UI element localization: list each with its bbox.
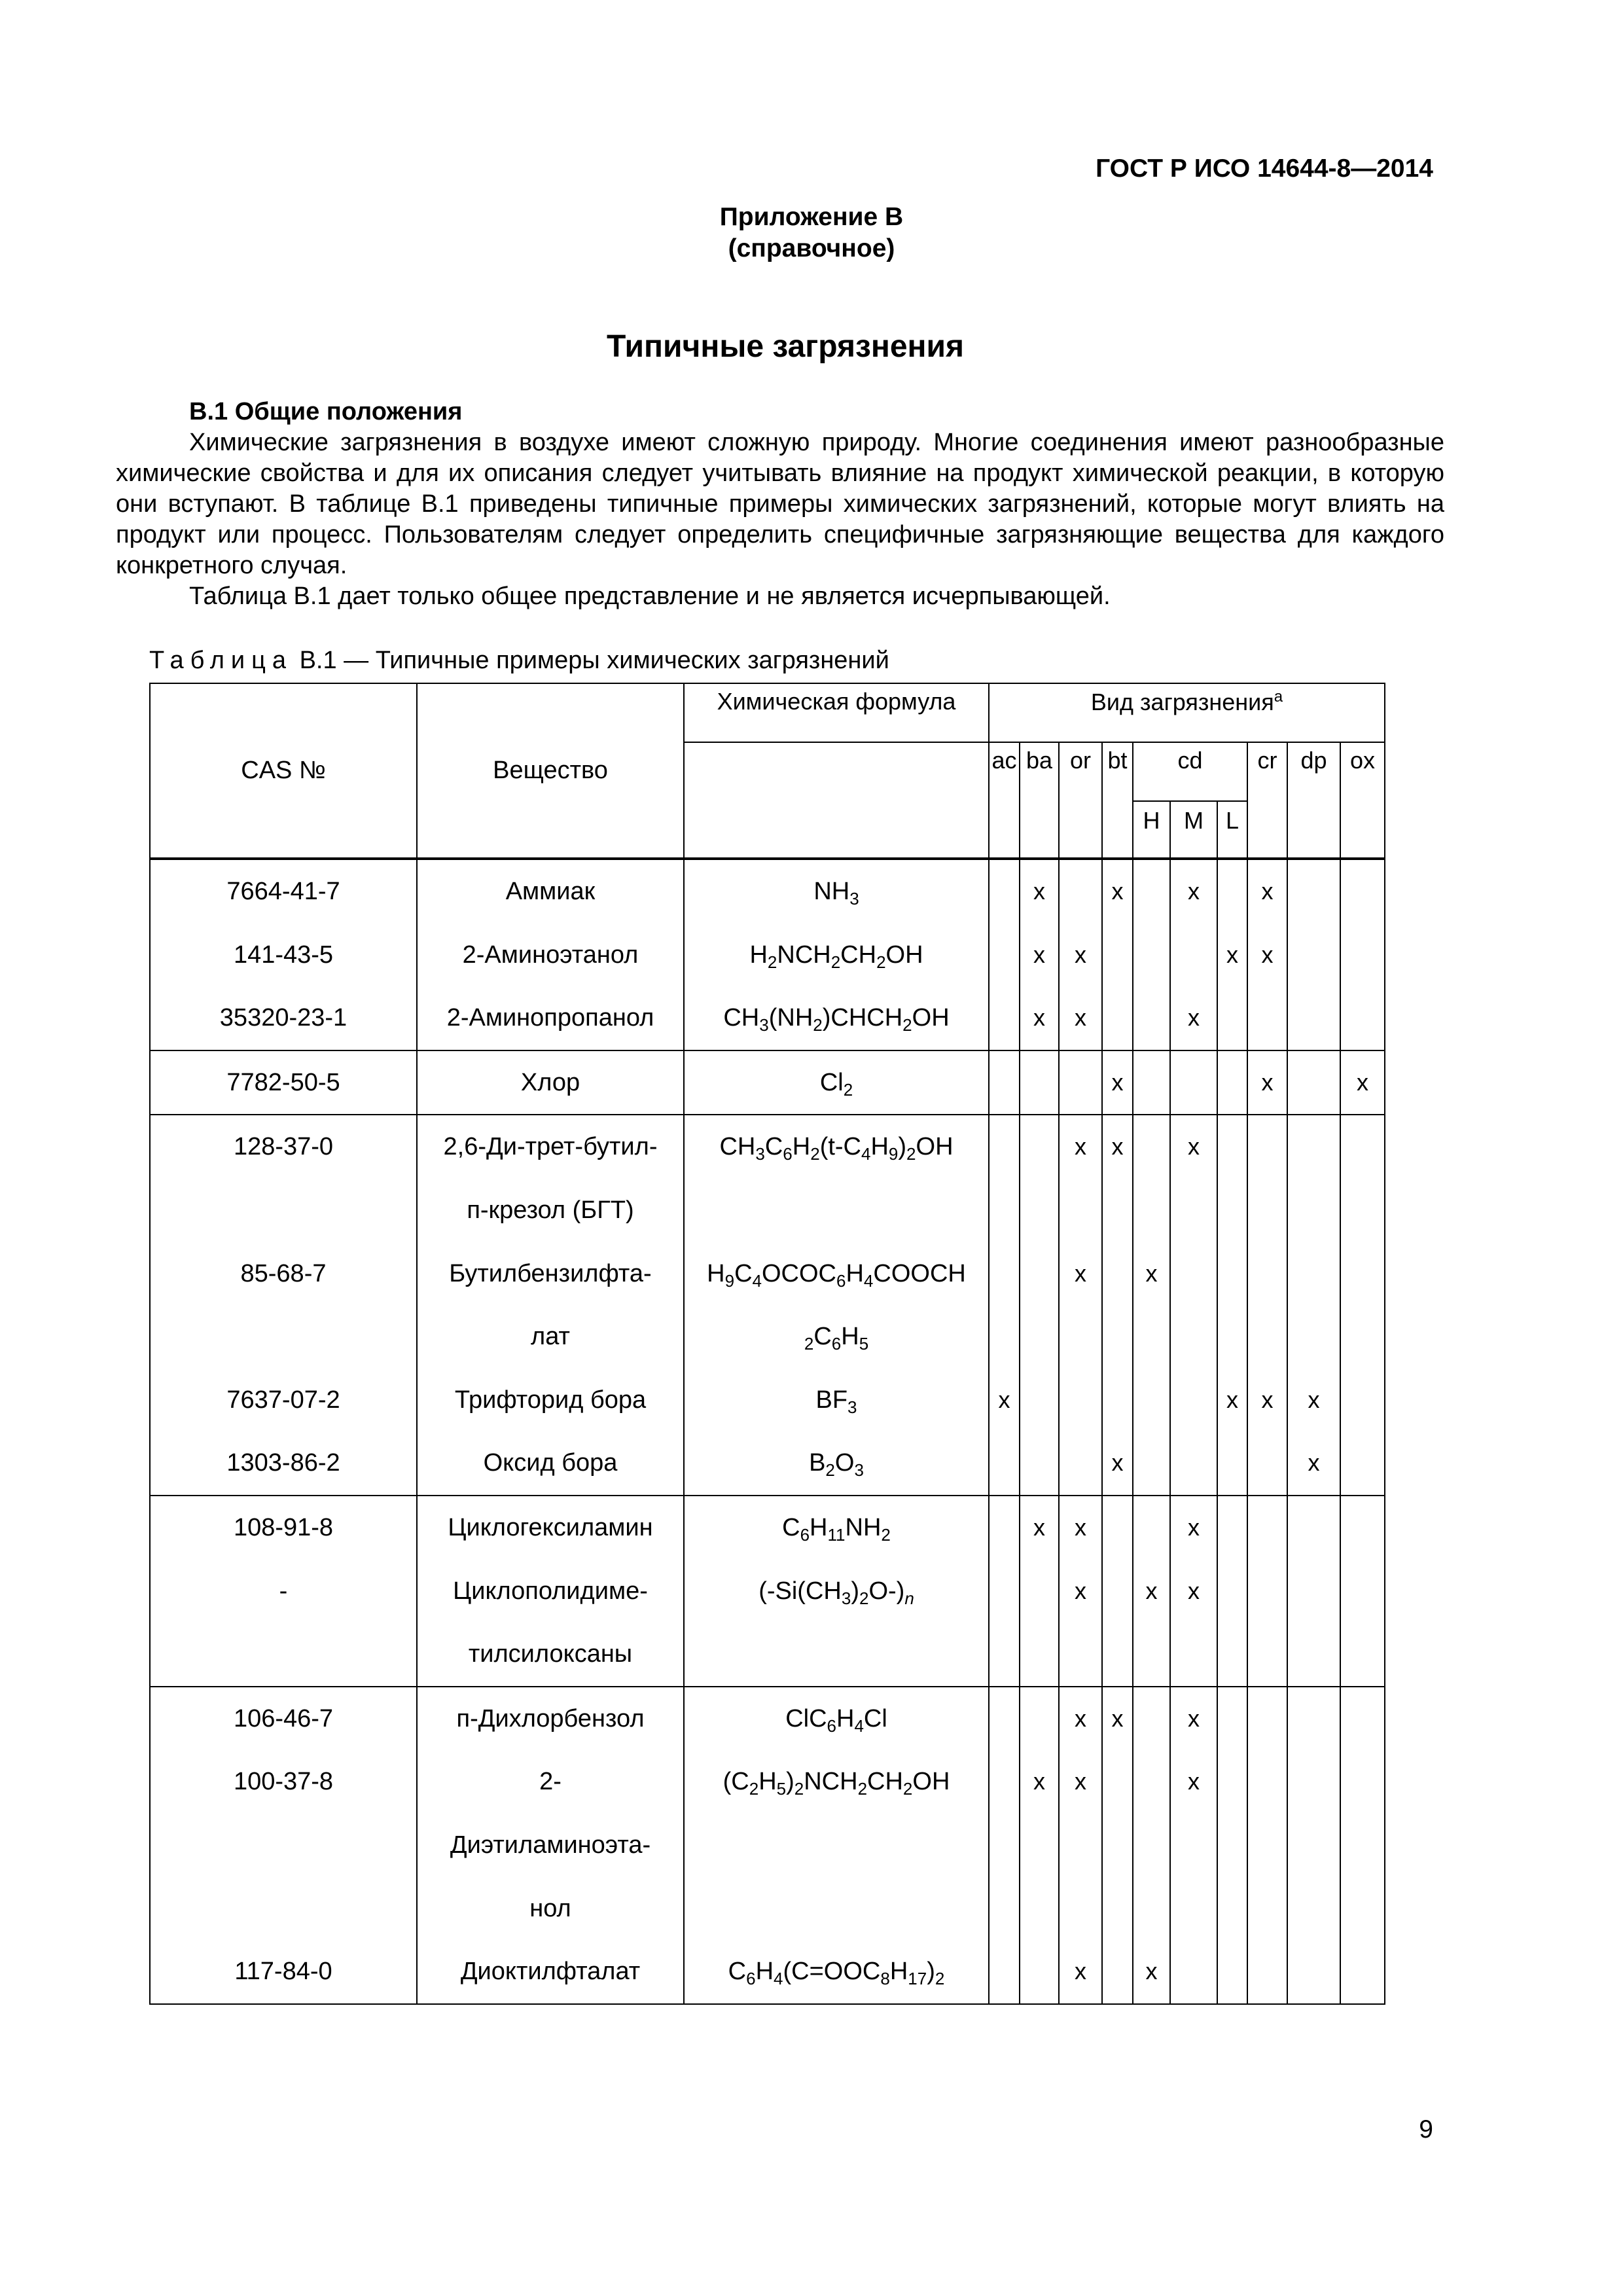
substance-name: Циклополидиме- xyxy=(453,1577,648,1605)
mark: x xyxy=(1111,878,1124,905)
mark: x xyxy=(1226,1386,1238,1413)
paragraph-2: Таблица В.1 дает только общее представление и не является исчерпывающей. xyxy=(189,583,1111,610)
cas-number: 108-91-8 xyxy=(233,1513,334,1541)
mark: x xyxy=(1188,1704,1200,1732)
chemical-formula: $H_9C_4OCOC_6H_4COOCH$ xyxy=(707,1259,966,1291)
mark: x xyxy=(1188,1133,1200,1160)
header-contamination-type: Вид загрязнения$^a$ xyxy=(989,683,1385,742)
chemical-formula: $_2C_6H_5$ xyxy=(804,1323,869,1354)
mark: x xyxy=(1075,1513,1086,1541)
chemical-formula: $C_6H_{11}NH_2$ xyxy=(782,1513,891,1545)
substance-name: нол xyxy=(529,1894,571,1922)
header-cr: cr xyxy=(1247,742,1287,859)
substance-name: лат xyxy=(531,1323,570,1351)
mark: x xyxy=(1261,1386,1274,1413)
mark: x xyxy=(1188,1513,1200,1541)
header-cd-h: H xyxy=(1133,801,1170,859)
substance-name: Диэтиламиноэта- xyxy=(450,1831,651,1859)
mark: x xyxy=(1033,1004,1045,1031)
chemical-formula: $(-Si(CH_3)_2O-)_n$ xyxy=(758,1577,914,1608)
chemical-formula: $H_2NCH_2CH_2OH$ xyxy=(749,941,923,972)
table-row-group-4 xyxy=(150,1496,1385,1687)
mark: x xyxy=(1075,1577,1086,1604)
substance-name: 2-Аминоэтанол xyxy=(462,941,639,969)
mark: x xyxy=(1188,878,1200,905)
header-cd: cd xyxy=(1133,742,1247,801)
mark: x xyxy=(1075,941,1086,968)
substance-name: Аммиак xyxy=(505,878,596,905)
mark: x xyxy=(1075,1133,1086,1160)
cas-number: - xyxy=(279,1577,288,1605)
chemical-formula: $BF_3$ xyxy=(815,1386,857,1417)
standard-designation: ГОСТ Р ИСО 14644-8—2014 xyxy=(1096,154,1433,183)
mark: x xyxy=(1111,1704,1124,1732)
cas-number: 117-84-0 xyxy=(234,1958,332,1986)
mark: x xyxy=(1261,1068,1274,1096)
substance-name: Трифторид бора xyxy=(454,1386,647,1414)
mark: x xyxy=(1111,1068,1124,1096)
mark: x xyxy=(1145,1958,1158,1985)
mark: x xyxy=(1357,1068,1368,1096)
substance-name: Хлор xyxy=(520,1068,580,1096)
header-ba: ba xyxy=(1020,742,1059,859)
table-row-group-5 xyxy=(150,1687,1385,2004)
mark: x xyxy=(1308,1449,1320,1477)
header-cas: CAS № xyxy=(150,683,417,859)
substance-name: Оксид бора xyxy=(483,1449,618,1477)
mark: x xyxy=(998,1386,1010,1413)
mark: x xyxy=(1261,878,1274,905)
chemical-formula: $B_2O_3$ xyxy=(809,1449,864,1480)
substance-name: 2,6-Ди-трет-бутил- xyxy=(443,1133,658,1161)
cas-number: 106-46-7 xyxy=(233,1704,334,1732)
substance-name: 2- xyxy=(539,1768,562,1796)
substance-name: Бутилбензилфта- xyxy=(449,1259,652,1287)
cas-number: 7637-07-2 xyxy=(226,1386,340,1414)
header-bt: bt xyxy=(1102,742,1133,859)
cas-number: 85-68-7 xyxy=(240,1259,327,1287)
header-formula: Химическая формула xyxy=(684,683,989,742)
header-substance: Вещество xyxy=(417,683,684,859)
mark: x xyxy=(1226,941,1238,968)
annex-status: (справочное) xyxy=(728,234,895,262)
cas-number: 141-43-5 xyxy=(233,941,334,969)
table-caption: Таблица В.1 — Типичные примеры химических загрязнений xyxy=(149,647,889,674)
substance-name: тилсилоксаны xyxy=(468,1640,633,1668)
substance-name: Диоктилфталат xyxy=(460,1958,641,1986)
table-row-group-1 xyxy=(150,859,1385,1050)
mark: x xyxy=(1188,1004,1200,1031)
header-cd-l: L xyxy=(1217,801,1247,859)
mark: x xyxy=(1033,941,1045,968)
header-dp: dp xyxy=(1287,742,1340,859)
chemical-formula: $NH_3$ xyxy=(813,878,859,908)
chemical-formula: $(C_2H_5)_2NCH_2CH_2OH$ xyxy=(722,1768,950,1799)
mark: x xyxy=(1111,1449,1124,1477)
header-ac: ac xyxy=(989,742,1020,859)
mark: x xyxy=(1033,1513,1045,1541)
mark: x xyxy=(1188,1768,1200,1795)
header-ox: ox xyxy=(1340,742,1385,859)
chemical-formula: $Cl_2$ xyxy=(819,1068,853,1100)
mark: x xyxy=(1033,1768,1045,1795)
page-title: Типичные загрязнения xyxy=(606,329,965,364)
mark: x xyxy=(1308,1386,1320,1413)
mark: x xyxy=(1075,1768,1086,1795)
mark: x xyxy=(1145,1259,1158,1287)
mark: x xyxy=(1075,1004,1086,1031)
substance-name: п-крезол (БГТ) xyxy=(467,1196,634,1224)
substance-name: п-Дихлорбензол xyxy=(456,1704,645,1732)
chemical-formula: $CH_3C_6H_2(t-C_4H_9)_2OH$ xyxy=(719,1133,954,1164)
mark: x xyxy=(1033,878,1045,905)
contaminants-table xyxy=(149,683,1385,2005)
chemical-formula: $CH_3(NH_2)CHCH_2OH$ xyxy=(723,1004,950,1035)
mark: x xyxy=(1075,1704,1086,1732)
cas-number: 128-37-0 xyxy=(233,1133,334,1161)
mark: x xyxy=(1261,941,1274,968)
paragraph-1: Химические загрязнения в воздухе имеют сложную природу. Многие соединения имеют разнообразные химические свойства и для их описания следует учитывать влияние на продукт химической реакции, в которую они вступают. В таблице В.1 приведены типичные примеры химических загрязнений, которые могут влиять на продукт или процесс. Пользователям следует определить специфичные загрязняющие вещества для каждого конкретного случая. xyxy=(116,429,1444,579)
substance-name: 2-Аминопропанол xyxy=(446,1004,654,1032)
chemical-formula: $ClC_6H_4Cl$ xyxy=(785,1704,887,1736)
mark: x xyxy=(1111,1133,1124,1160)
mark: x xyxy=(1075,1259,1086,1287)
cas-number: 35320-23-1 xyxy=(219,1004,348,1032)
cas-number: 7664-41-7 xyxy=(226,878,340,905)
cas-number: 7782-50-5 xyxy=(226,1068,340,1096)
header-cd-m: M xyxy=(1170,801,1217,859)
cas-number: 100-37-8 xyxy=(233,1768,334,1796)
chemical-formula: $C_6H_4(C=OOC_8H_{17})_2$ xyxy=(728,1958,945,1989)
table-row-group-3 xyxy=(150,1115,1385,1496)
cas-number: 1303-86-2 xyxy=(226,1449,340,1477)
mark: x xyxy=(1188,1577,1200,1604)
table-row-group-2 xyxy=(150,1050,1385,1115)
mark: x xyxy=(1145,1577,1158,1604)
section-heading: В.1 Общие положения xyxy=(189,398,463,425)
header-formula-blank xyxy=(684,742,989,859)
header-or: or xyxy=(1059,742,1102,859)
page-number: 9 xyxy=(1419,2115,1433,2144)
mark: x xyxy=(1075,1958,1086,1985)
substance-name: Циклогексиламин xyxy=(448,1513,653,1541)
body-text xyxy=(116,397,1444,612)
annex-title: Приложение В xyxy=(719,203,904,231)
